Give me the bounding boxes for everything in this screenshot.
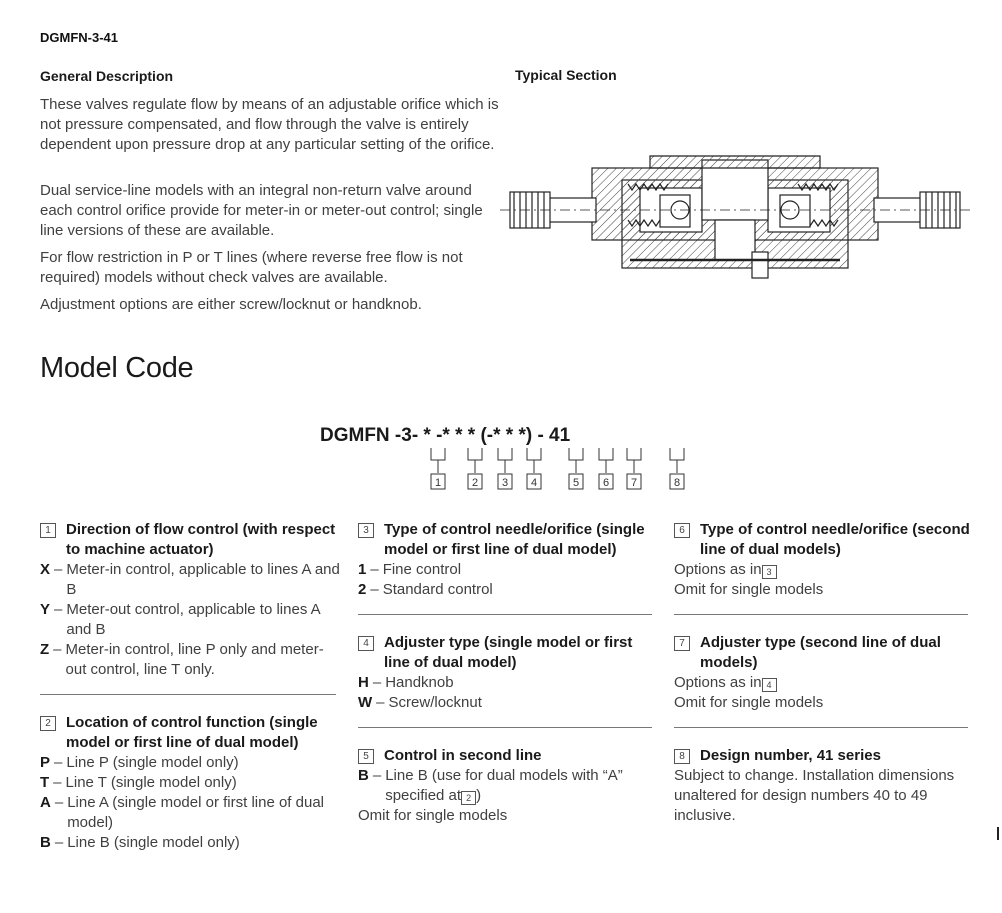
section-note: Omit for single models <box>358 807 508 824</box>
section-title: Direction of flow control (with respect to machine actuator) <box>66 521 336 558</box>
option-row: 2 – Standard control <box>358 581 493 598</box>
position-number-4: 4 <box>530 477 538 489</box>
model-code-position-diagram <box>420 448 700 494</box>
section-number-box: 8 <box>674 749 690 764</box>
column-2 <box>358 520 658 826</box>
page-edge-mark <box>997 827 999 840</box>
section-number-box: 4 <box>358 636 374 651</box>
options-as-text: Options as in <box>674 674 762 691</box>
section-number-box: 5 <box>358 749 374 764</box>
section-reference-box: 3 <box>762 565 777 579</box>
section-reference-box: 2 <box>461 791 476 805</box>
section-divider <box>358 727 652 728</box>
section-8 <box>674 746 974 826</box>
description-paragraph-3: For flow restriction in P or T lines (where reverse free flow is not required) models without check valves are available. <box>40 249 463 286</box>
model-code-title: Model Code <box>40 352 194 384</box>
position-number-2: 2 <box>471 477 479 489</box>
position-number-7: 7 <box>630 477 638 489</box>
section-title: Type of control needle/orifice (second line of dual models) <box>700 521 970 558</box>
section-number-box: 3 <box>358 523 374 538</box>
section-title: Adjuster type (second line of dual models) <box>700 634 941 671</box>
description-paragraph-2: Dual service-line models with an integral non-return valve around each control orifice provide for meter-in or meter-out control; single line versions of these are available. <box>40 182 483 239</box>
section-2 <box>40 713 340 853</box>
section-number-box: 7 <box>674 636 690 651</box>
section-number-box: 6 <box>674 523 690 538</box>
section-note: Omit for single models <box>674 581 824 598</box>
section-title: Adjuster type (single model or first line of dual model) <box>384 634 633 671</box>
column-3 <box>674 520 974 826</box>
position-number-1: 1 <box>434 477 442 489</box>
option-row: A – Line A (single model or first line of dual model) <box>40 794 324 831</box>
section-title: Design number, 41 series <box>700 747 881 764</box>
position-number-8: 8 <box>673 477 681 489</box>
option-row: Y – Meter-out control, applicable to lines A and B <box>40 601 320 638</box>
position-number-5: 5 <box>572 477 580 489</box>
section-divider <box>40 694 336 695</box>
section-number-box: 1 <box>40 523 56 538</box>
section-title: Control in second line <box>384 747 542 764</box>
model-code-string: DGMFN -3- * -* * * (-* * *) - 41 <box>320 425 571 446</box>
option-row: W – Screw/locknut <box>358 694 482 711</box>
section-5 <box>358 746 658 826</box>
option-row: H – Handknob <box>358 674 454 691</box>
option-row: B – Line B (use for dual models with “A” specified at 2 ) <box>358 767 623 804</box>
typical-section-heading: Typical Section <box>515 67 617 83</box>
section-6 <box>674 520 974 600</box>
position-number-3: 3 <box>501 477 509 489</box>
option-row: P – Line P (single model only) <box>40 754 239 771</box>
section-title: Location of control function (single model or first line of dual model) <box>66 714 318 751</box>
section-divider <box>674 614 968 615</box>
position-number-6: 6 <box>602 477 610 489</box>
section-reference-box: 4 <box>762 678 777 692</box>
section-number-box: 2 <box>40 716 56 731</box>
section-7 <box>674 633 974 713</box>
section-divider <box>674 727 968 728</box>
description-paragraph-4: Adjustment options are either screw/locknut or handknob. <box>40 296 422 313</box>
description-paragraph-1: These valves regulate flow by means of an adjustable orifice which is not pressure compensated, and flow through the valve is entirely dependent upon pressure drop at any particular setting of the orifice. <box>40 96 499 153</box>
section-body: Subject to change. Installation dimensions unaltered for design numbers 40 to 49 inclusive. <box>674 767 955 824</box>
options-as-text: Options as in <box>674 561 762 578</box>
section-1 <box>40 520 340 680</box>
section-4 <box>358 633 658 713</box>
general-description-heading: General Description <box>40 68 174 84</box>
section-3 <box>358 520 658 600</box>
section-note: Omit for single models <box>674 694 824 711</box>
section-divider <box>358 614 652 615</box>
option-row: B – Line B (single model only) <box>40 834 240 851</box>
option-row: X – Meter-in control, applicable to lines A and B <box>40 561 340 598</box>
option-row: 1 – Fine control <box>358 561 462 578</box>
document-title: DGMFN-3-41 <box>40 30 119 45</box>
valve-cross-section-drawing <box>500 140 970 290</box>
column-1 <box>40 520 340 853</box>
option-row: Z – Meter-in control, line P only and meter-out control, line T only. <box>40 641 324 678</box>
option-row: T – Line T (single model only) <box>40 774 237 791</box>
section-title: Type of control needle/orifice (single model or first line of dual model) <box>384 521 645 558</box>
